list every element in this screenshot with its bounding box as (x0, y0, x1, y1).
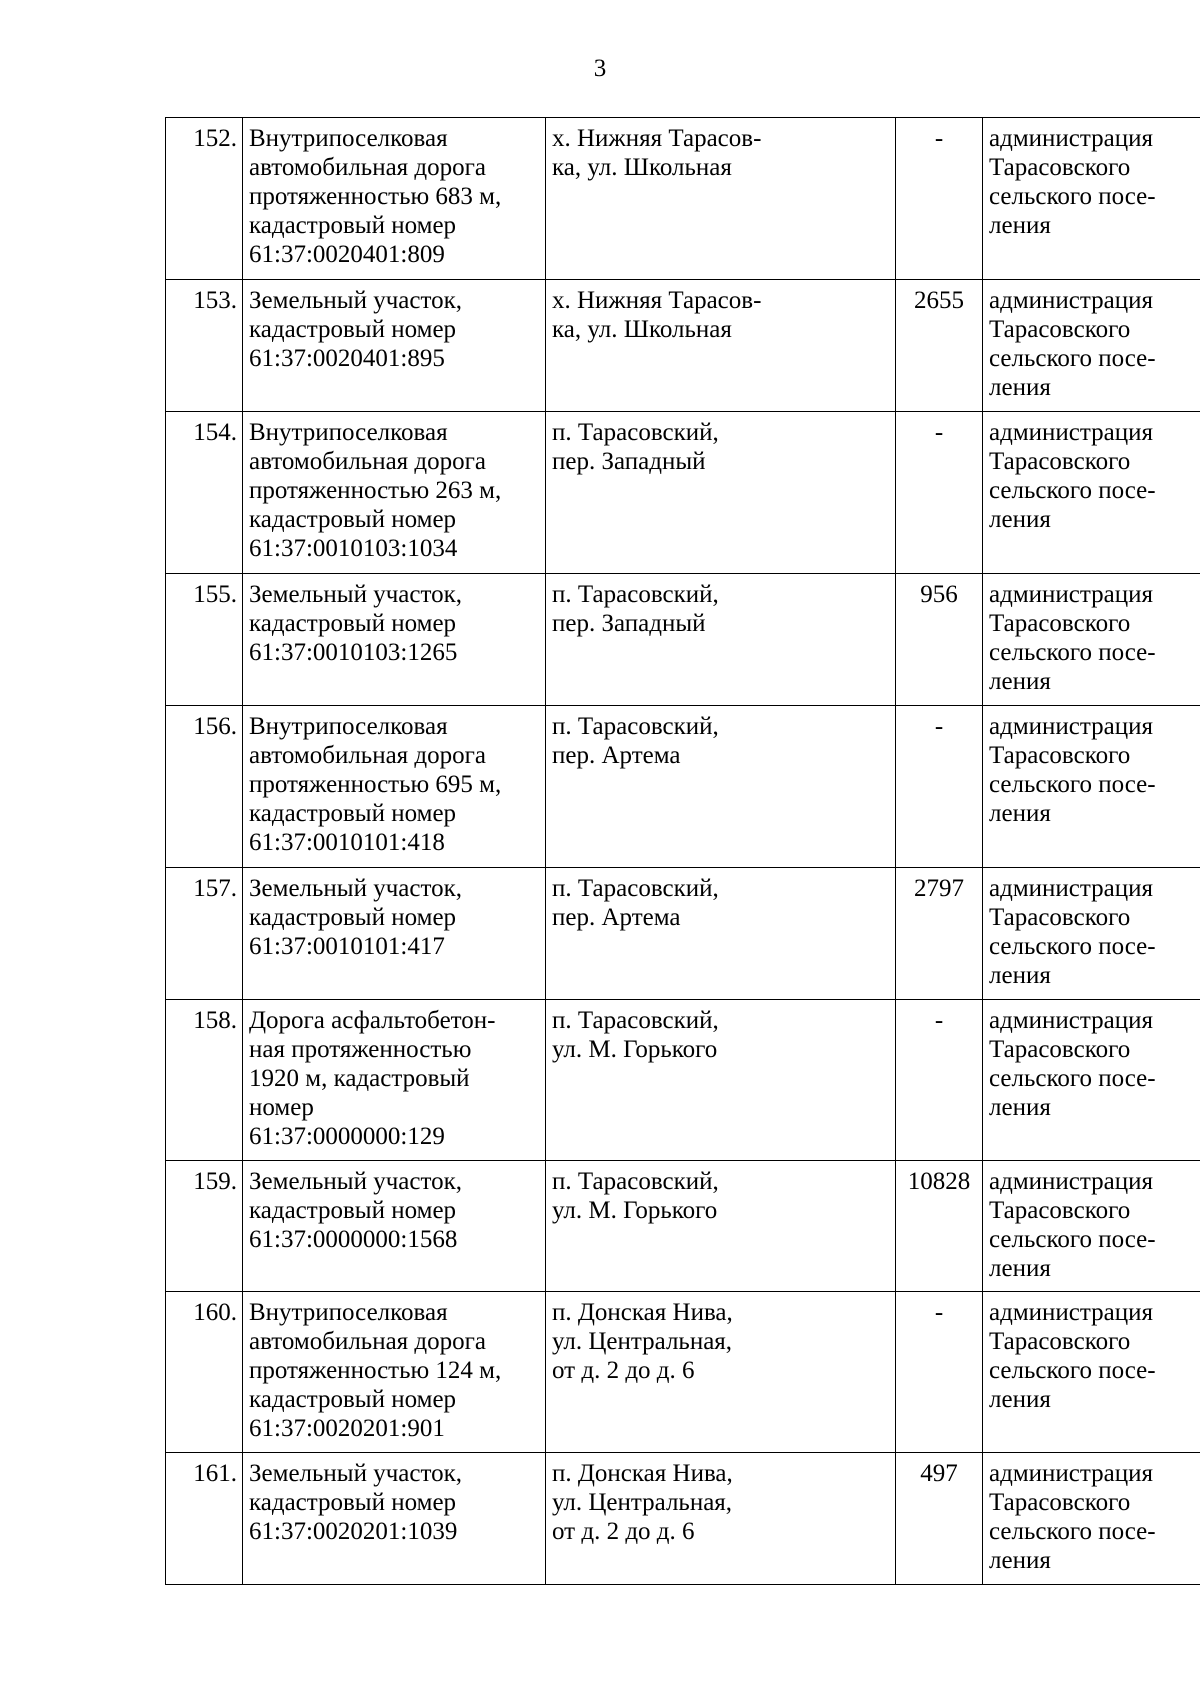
row-number: 159. (166, 1161, 243, 1292)
row-number: 152. (166, 118, 243, 280)
object-owner: администрация Тарасовского сельского посе- ления (983, 1000, 1200, 1161)
object-owner: администрация Тарасовского сельского посе- ления (983, 118, 1200, 280)
object-area: 2655 (896, 280, 983, 412)
row-number: 160. (166, 1292, 243, 1453)
object-area: 10828 (896, 1161, 983, 1292)
object-name: Земельный участок, кадастровый номер 61:37:0000000:1568 (243, 1161, 546, 1292)
object-name: Дорога асфальтобетон- ная протяженностью 1920 м, кадастровый номер 61:37:0000000:129 (243, 1000, 546, 1161)
object-owner: администрация Тарасовского сельского посе- ления (983, 280, 1200, 412)
page-number: 3 (593, 55, 607, 82)
object-name: Земельный участок, кадастровый номер 61:37:0020401:895 (243, 280, 546, 412)
object-area: - (896, 1292, 983, 1453)
object-area: - (896, 412, 983, 574)
row-number: 161. (166, 1453, 243, 1585)
object-owner: администрация Тарасовского сельского посе- ления (983, 574, 1200, 706)
object-name: Внутрипоселковая автомобильная дорога протяженностью 683 м, кадастровый номер 61:37:0020401:809 (243, 118, 546, 280)
object-address: п. Тарасовский, пер. Артема (546, 706, 896, 868)
row-number: 155. (166, 574, 243, 706)
object-area: 956 (896, 574, 983, 706)
row-number: 154. (166, 412, 243, 574)
object-area: - (896, 1000, 983, 1161)
row-number: 156. (166, 706, 243, 868)
object-name: Внутрипоселковая автомобильная дорога протяженностью 263 м, кадастровый номер 61:37:0010103:1034 (243, 412, 546, 574)
object-address: п. Тарасовский, ул. М. Горького (546, 1000, 896, 1161)
object-name: Внутрипоселковая автомобильная дорога протяженностью 124 м, кадастровый номер 61:37:0020201:901 (243, 1292, 546, 1453)
object-address: х. Нижняя Тарасов- ка, ул. Школьная (546, 118, 896, 280)
object-name: Земельный участок, кадастровый номер 61:37:0010101:417 (243, 868, 546, 1000)
object-address: п. Донская Нива, ул. Центральная, от д. 2 до д. 6 (546, 1292, 896, 1453)
object-address: п. Тарасовский, пер. Западный (546, 412, 896, 574)
object-owner: администрация Тарасовского сельского посе- ления (983, 706, 1200, 868)
object-area: - (896, 706, 983, 868)
object-name: Земельный участок, кадастровый номер 61:37:0020201:1039 (243, 1453, 546, 1585)
row-number: 157. (166, 868, 243, 1000)
table-row (166, 280, 1200, 412)
property-registry-table (165, 117, 1200, 1585)
object-address: п. Тарасовский, пер. Западный (546, 574, 896, 706)
table-row (166, 574, 1200, 706)
object-address: п. Тарасовский, ул. М. Горького (546, 1161, 896, 1292)
table-row (166, 1292, 1200, 1453)
object-address: х. Нижняя Тарасов- ка, ул. Школьная (546, 280, 896, 412)
object-owner: администрация Тарасовского сельского посе- ления (983, 1161, 1200, 1292)
object-owner: администрация Тарасовского сельского посе- ления (983, 1292, 1200, 1453)
row-number: 158. (166, 1000, 243, 1161)
table-row (166, 1000, 1200, 1161)
table-row (166, 1453, 1200, 1585)
table-row (166, 868, 1200, 1000)
table-row (166, 706, 1200, 868)
object-name: Внутрипоселковая автомобильная дорога протяженностью 695 м, кадастровый номер 61:37:0010101:418 (243, 706, 546, 868)
table-row (166, 118, 1200, 280)
object-name: Земельный участок, кадастровый номер 61:37:0010103:1265 (243, 574, 546, 706)
row-number: 153. (166, 280, 243, 412)
object-area: 2797 (896, 868, 983, 1000)
object-area: - (896, 118, 983, 280)
table-row (166, 1161, 1200, 1292)
object-address: п. Тарасовский, пер. Артема (546, 868, 896, 1000)
object-owner: администрация Тарасовского сельского посе- ления (983, 1453, 1200, 1585)
table-row (166, 412, 1200, 574)
object-owner: администрация Тарасовского сельского посе- ления (983, 412, 1200, 574)
object-address: п. Донская Нива, ул. Центральная, от д. 2 до д. 6 (546, 1453, 896, 1585)
object-owner: администрация Тарасовского сельского посе- ления (983, 868, 1200, 1000)
object-area: 497 (896, 1453, 983, 1585)
